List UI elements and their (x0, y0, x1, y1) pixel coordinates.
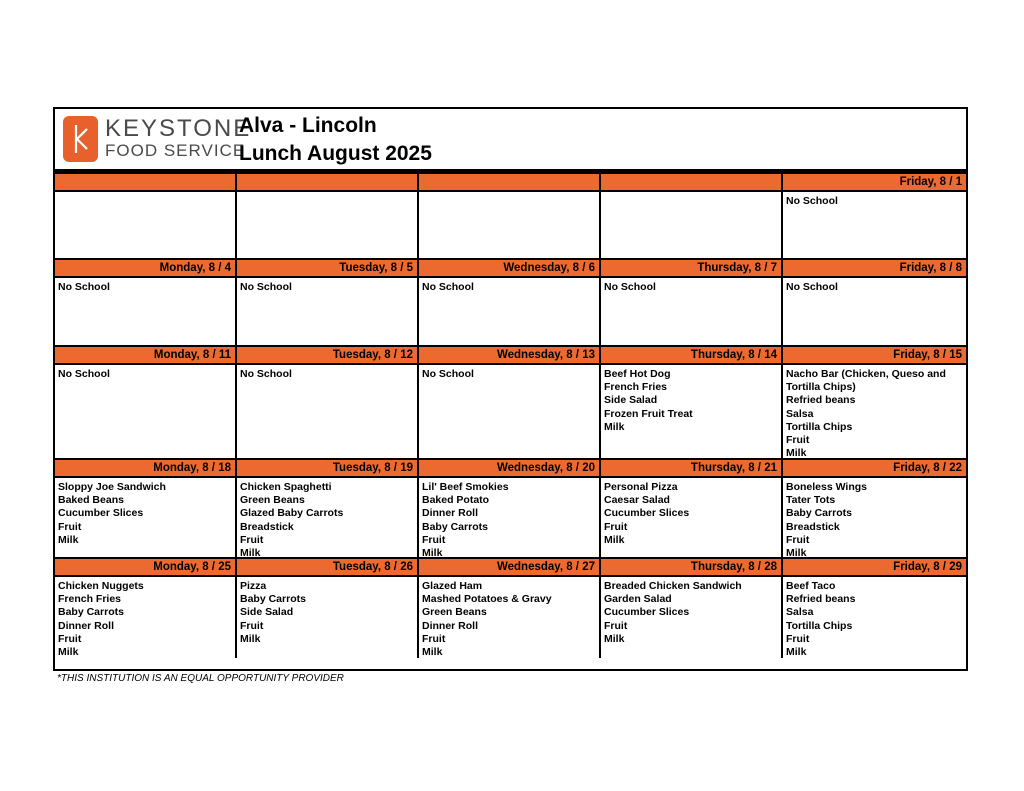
day-menu (601, 365, 781, 460)
menu-item: No School (604, 281, 656, 293)
day-cell (783, 347, 966, 460)
menu-item: No School (240, 368, 292, 380)
menu-item: Salsa (786, 407, 814, 420)
day-menu (55, 577, 235, 658)
menu-item: Breaded Chicken Sandwich (604, 580, 742, 592)
menu-item: Fruit (240, 619, 264, 632)
week-row (55, 460, 966, 559)
menu-item: Cucumber Slices (604, 606, 690, 619)
day-header: Thursday, 8 / 21 (601, 460, 781, 478)
menu-item: Chicken Spaghetti (240, 481, 332, 493)
menu-item: Mashed Potatoes & Gravy (422, 593, 552, 606)
menu-item: Fruit (786, 632, 810, 645)
day-cell (601, 174, 783, 260)
menu-item: No School (422, 281, 474, 293)
menu-item: Tortilla Chips (786, 420, 853, 433)
day-cell (601, 559, 783, 658)
menu-item: French Fries (604, 381, 668, 394)
day-cell (237, 559, 419, 658)
menu-item: No School (786, 195, 838, 207)
menu-item: Breadstick (240, 520, 294, 533)
day-menu (237, 192, 417, 260)
day-cell (237, 460, 419, 559)
day-menu (783, 478, 966, 559)
day-menu (237, 577, 417, 658)
menu-item: No School (240, 281, 292, 293)
day-cell (419, 559, 601, 658)
menu-item: Side Salad (240, 606, 294, 619)
brand-name: KEYSTONE (105, 115, 252, 142)
day-header: Tuesday, 8 / 19 (237, 460, 417, 478)
menu-item: Dinner Roll (58, 619, 115, 632)
menu-item: Beef Taco (786, 580, 836, 592)
day-header: Tuesday, 8 / 12 (237, 347, 417, 365)
menu-item: Baby Carrots (786, 507, 852, 520)
week-row (55, 260, 966, 347)
day-menu (55, 365, 235, 460)
menu-item: Milk (786, 447, 807, 460)
menu-item: Fruit (786, 533, 810, 546)
menu-item: Refried beans (786, 394, 856, 407)
day-menu (237, 278, 417, 347)
day-cell (419, 174, 601, 260)
menu-item: Milk (604, 420, 625, 433)
menu-item: Refried beans (786, 593, 856, 606)
k-logo-icon (63, 116, 98, 162)
menu-item: Caesar Salad (604, 494, 670, 507)
day-header: Wednesday, 8 / 27 (419, 559, 599, 577)
day-menu (601, 192, 781, 260)
footer-note: *THIS INSTITUTION IS AN EQUAL OPPORTUNITY PROVIDER (57, 673, 344, 684)
menu-header (55, 109, 966, 169)
week-row (55, 559, 966, 658)
day-cell (783, 260, 966, 347)
day-menu (419, 192, 599, 260)
menu-sheet (53, 107, 968, 671)
menu-item: Fruit (422, 533, 446, 546)
day-cell (601, 347, 783, 460)
day-cell (55, 460, 237, 559)
day-menu (419, 278, 599, 347)
menu-item: Baby Carrots (58, 606, 124, 619)
menu-item: No School (786, 281, 838, 293)
day-menu (783, 577, 966, 658)
day-menu (55, 478, 235, 559)
day-cell (419, 347, 601, 460)
day-cell (237, 174, 419, 260)
day-header: Monday, 8 / 25 (55, 559, 235, 577)
day-header: Friday, 8 / 29 (783, 559, 966, 577)
menu-item: Lil' Beef Smokies (422, 481, 509, 493)
day-menu (55, 278, 235, 347)
menu-item: Fruit (240, 533, 264, 546)
day-header: Wednesday, 8 / 20 (419, 460, 599, 478)
day-cell (55, 260, 237, 347)
menu-item: Milk (240, 632, 261, 645)
day-header: Wednesday, 8 / 6 (419, 260, 599, 278)
menu-item: Milk (422, 547, 443, 560)
menu-item: Milk (422, 646, 443, 659)
day-menu (55, 192, 235, 260)
day-menu (783, 365, 966, 460)
day-header: Thursday, 8 / 7 (601, 260, 781, 278)
brand-subtitle: FOOD SERVICE (105, 141, 246, 160)
menu-item: Tortilla Chips (786, 619, 853, 632)
menu-item: Green Beans (240, 494, 305, 507)
menu-item: Milk (786, 547, 807, 560)
day-header: Thursday, 8 / 14 (601, 347, 781, 365)
menu-item: Personal Pizza (604, 481, 678, 493)
day-menu (783, 278, 966, 347)
day-header (237, 174, 417, 192)
day-header: Thursday, 8 / 28 (601, 559, 781, 577)
week-row (55, 174, 966, 260)
day-cell (237, 347, 419, 460)
menu-item: Baby Carrots (422, 520, 488, 533)
day-menu (419, 577, 599, 658)
menu-item: Pizza (240, 580, 267, 592)
menu-item: Baked Beans (58, 494, 124, 507)
menu-item: No School (58, 368, 110, 380)
calendar-grid (55, 174, 966, 658)
day-menu (601, 278, 781, 347)
menu-item: Dinner Roll (422, 619, 479, 632)
day-header: Wednesday, 8 / 13 (419, 347, 599, 365)
day-cell (783, 460, 966, 559)
menu-item: Fruit (58, 632, 82, 645)
day-header: Friday, 8 / 22 (783, 460, 966, 478)
day-header: Tuesday, 8 / 5 (237, 260, 417, 278)
menu-item: Fruit (604, 619, 628, 632)
menu-item: Glazed Baby Carrots (240, 507, 344, 520)
menu-item: Frozen Fruit Treat (604, 407, 693, 420)
menu-item: No School (58, 281, 110, 293)
day-header: Friday, 8 / 1 (783, 174, 966, 192)
menu-item: Fruit (604, 520, 628, 533)
menu-item: Milk (58, 533, 79, 546)
day-cell (419, 260, 601, 347)
menu-item: French Fries (58, 593, 122, 606)
day-menu (237, 478, 417, 559)
day-header: Monday, 8 / 18 (55, 460, 235, 478)
day-header (419, 174, 599, 192)
day-cell (601, 260, 783, 347)
menu-item: Milk (604, 632, 625, 645)
day-cell (783, 174, 966, 260)
day-cell (237, 260, 419, 347)
menu-item: Fruit (422, 632, 446, 645)
menu-item: Side Salad (604, 394, 658, 407)
menu-title: Lunch August 2025 (239, 142, 432, 165)
menu-item: Fruit (58, 520, 82, 533)
day-header: Monday, 8 / 11 (55, 347, 235, 365)
day-header (601, 174, 781, 192)
menu-item: Fruit (786, 434, 810, 447)
menu-item: Salsa (786, 606, 814, 619)
day-header: Monday, 8 / 4 (55, 260, 235, 278)
day-cell (601, 460, 783, 559)
menu-item: Cucumber Slices (58, 507, 144, 520)
menu-item: Milk (240, 547, 261, 560)
menu-item: Glazed Ham (422, 580, 483, 592)
day-cell (55, 174, 237, 260)
menu-item: Sloppy Joe Sandwich (58, 481, 166, 493)
day-menu (419, 478, 599, 559)
week-row (55, 347, 966, 460)
menu-item: Milk (604, 533, 625, 546)
day-menu (601, 478, 781, 559)
menu-item: Chicken Nuggets (58, 580, 144, 592)
day-menu (419, 365, 599, 460)
day-header: Friday, 8 / 8 (783, 260, 966, 278)
menu-item: Tater Tots (786, 494, 836, 507)
menu-item: Boneless Wings (786, 481, 868, 493)
day-cell (55, 347, 237, 460)
menu-item: Breadstick (786, 520, 840, 533)
menu-item: Milk (786, 646, 807, 659)
menu-item: Cucumber Slices (604, 507, 690, 520)
day-header (55, 174, 235, 192)
day-header: Friday, 8 / 15 (783, 347, 966, 365)
menu-item: Nacho Bar (Chicken, Queso and Tortilla Chips) (786, 368, 946, 394)
day-cell (783, 559, 966, 658)
menu-item: Garden Salad (604, 593, 672, 606)
menu-item: Dinner Roll (422, 507, 479, 520)
menu-item: Baked Potato (422, 494, 490, 507)
day-cell (419, 460, 601, 559)
menu-item: Milk (58, 646, 79, 659)
school-title: Alva - Lincoln (239, 114, 377, 137)
menu-item: Baby Carrots (240, 593, 306, 606)
day-menu (237, 365, 417, 460)
day-menu (601, 577, 781, 658)
menu-item: Beef Hot Dog (604, 368, 671, 380)
menu-item: Green Beans (422, 606, 487, 619)
day-header: Tuesday, 8 / 26 (237, 559, 417, 577)
day-menu (783, 192, 966, 260)
day-cell (55, 559, 237, 658)
menu-item: No School (422, 368, 474, 380)
